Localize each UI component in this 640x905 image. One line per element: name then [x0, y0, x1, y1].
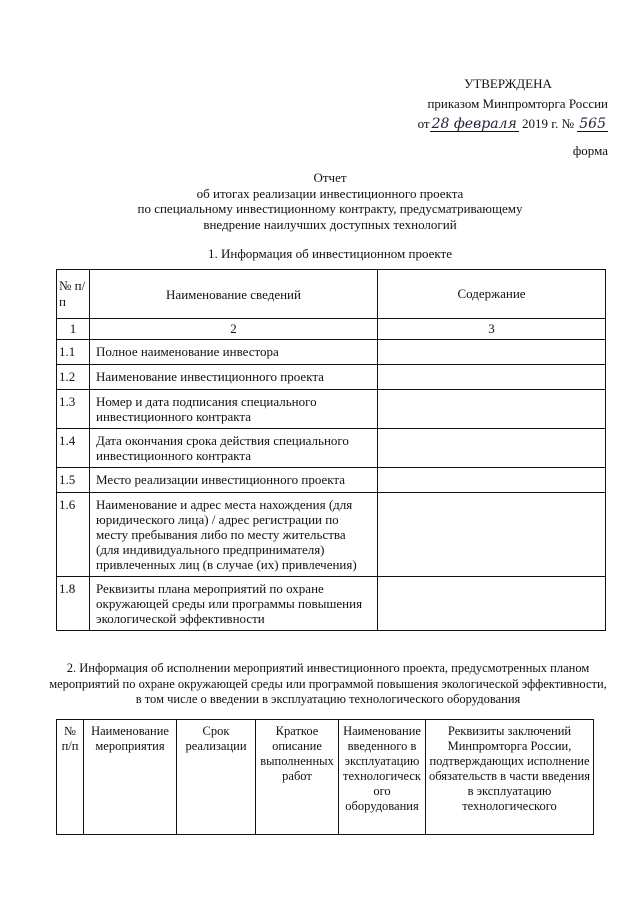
row-num: 1.2 [57, 365, 90, 390]
index-cell: 1 [57, 319, 90, 340]
activities-table [56, 719, 594, 835]
row-content [378, 577, 606, 631]
row-content [378, 429, 606, 468]
header-activity: Наименование мероприятия [84, 720, 177, 835]
header-num: № п/п [57, 720, 84, 835]
report-title-line: Отчет [313, 170, 347, 185]
row-content [378, 340, 606, 365]
row-name: Реквизиты плана мероприятий по охране окружающей среды или программы повышения экологической эффективности [90, 577, 378, 631]
row-name: Наименование инвестиционного проекта [90, 365, 378, 390]
row-num: 1.1 [57, 340, 90, 365]
row-num: 1.6 [57, 493, 90, 577]
table-row [57, 340, 606, 365]
row-num: 1.3 [57, 390, 90, 429]
approval-order: приказом Минпромторга России [427, 96, 608, 111]
table-header-row [57, 270, 606, 319]
row-name: Номер и дата подписания специального инвестиционного контракта [90, 390, 378, 429]
header-description: Краткое описание выполненных работ [256, 720, 339, 835]
row-content [378, 493, 606, 577]
report-title-line: об итогах реализации инвестиционного проекта [196, 185, 464, 201]
page-cutoff [0, 838, 640, 905]
row-name: Дата окончания срока действия специального инвестиционного контракта [90, 429, 378, 468]
report-title-line: по специальному инвестиционному контракту, предусматривающему [137, 201, 523, 216]
table-row [57, 493, 606, 577]
header-num: № п/п [57, 270, 90, 319]
row-content [378, 390, 606, 429]
table-row [57, 365, 606, 390]
index-cell: 3 [378, 319, 606, 340]
table-row [57, 390, 606, 429]
index-row [57, 319, 606, 340]
section1-heading: 1. Информация об инвестиционном проекте [207, 246, 452, 261]
row-name: Полное наименование инвестора [90, 340, 378, 365]
section2-heading: 2. Информация об исполнении мероприятий инвестиционного проекта, предусмотренных планом мероприятий по охране окружающей среды или программой повышения экологической эффективности, в том числе о введении в эксплуатацию технологического оборудования [49, 661, 607, 706]
handwritten-number: 565 [579, 116, 606, 132]
row-num: 1.5 [57, 468, 90, 493]
index-cell: 2 [90, 319, 378, 340]
row-num: 1.4 [57, 429, 90, 468]
approval-title: УТВЕРЖДЕНА [464, 76, 552, 91]
row-content [378, 468, 606, 493]
header-conclusions: Реквизиты заключений Минпромторга России, подтверждающих исполнение обязательств в части введения в эксплуатацию технологического [426, 720, 594, 835]
row-num: 1.8 [57, 577, 90, 631]
form-label: форма [572, 143, 608, 158]
row-name: Место реализации инвестиционного проекта [90, 468, 378, 493]
row-content [378, 365, 606, 390]
handwritten-date: 28 февраля [431, 116, 517, 132]
table-row [57, 429, 606, 468]
header-term: Срок реализации [177, 720, 256, 835]
year-text: 2019 г. № [521, 116, 575, 131]
header-content: Содержание [378, 270, 606, 319]
header-equipment: Наименование введенного в эксплуатацию технологическ ого оборудования [339, 720, 426, 835]
table-row [57, 468, 606, 493]
report-title [80, 170, 580, 232]
approval-stamp [378, 74, 608, 134]
date-prefix: от [417, 116, 430, 131]
row-name: Наименование и адрес места нахождения (для юридического лица) / адрес регистрации по месту пребывания либо по месту жительства (для индивидуального предпринимателя) привлеченных лиц (в случае (их) привлечения) [90, 493, 378, 577]
report-title-line: внедрение наилучших доступных технологий [203, 216, 457, 232]
header-name: Наименование сведений [90, 270, 378, 319]
investment-info-table [56, 269, 606, 631]
table-row [57, 577, 606, 631]
approval-date-line [378, 114, 608, 134]
table-header-row [57, 720, 594, 835]
